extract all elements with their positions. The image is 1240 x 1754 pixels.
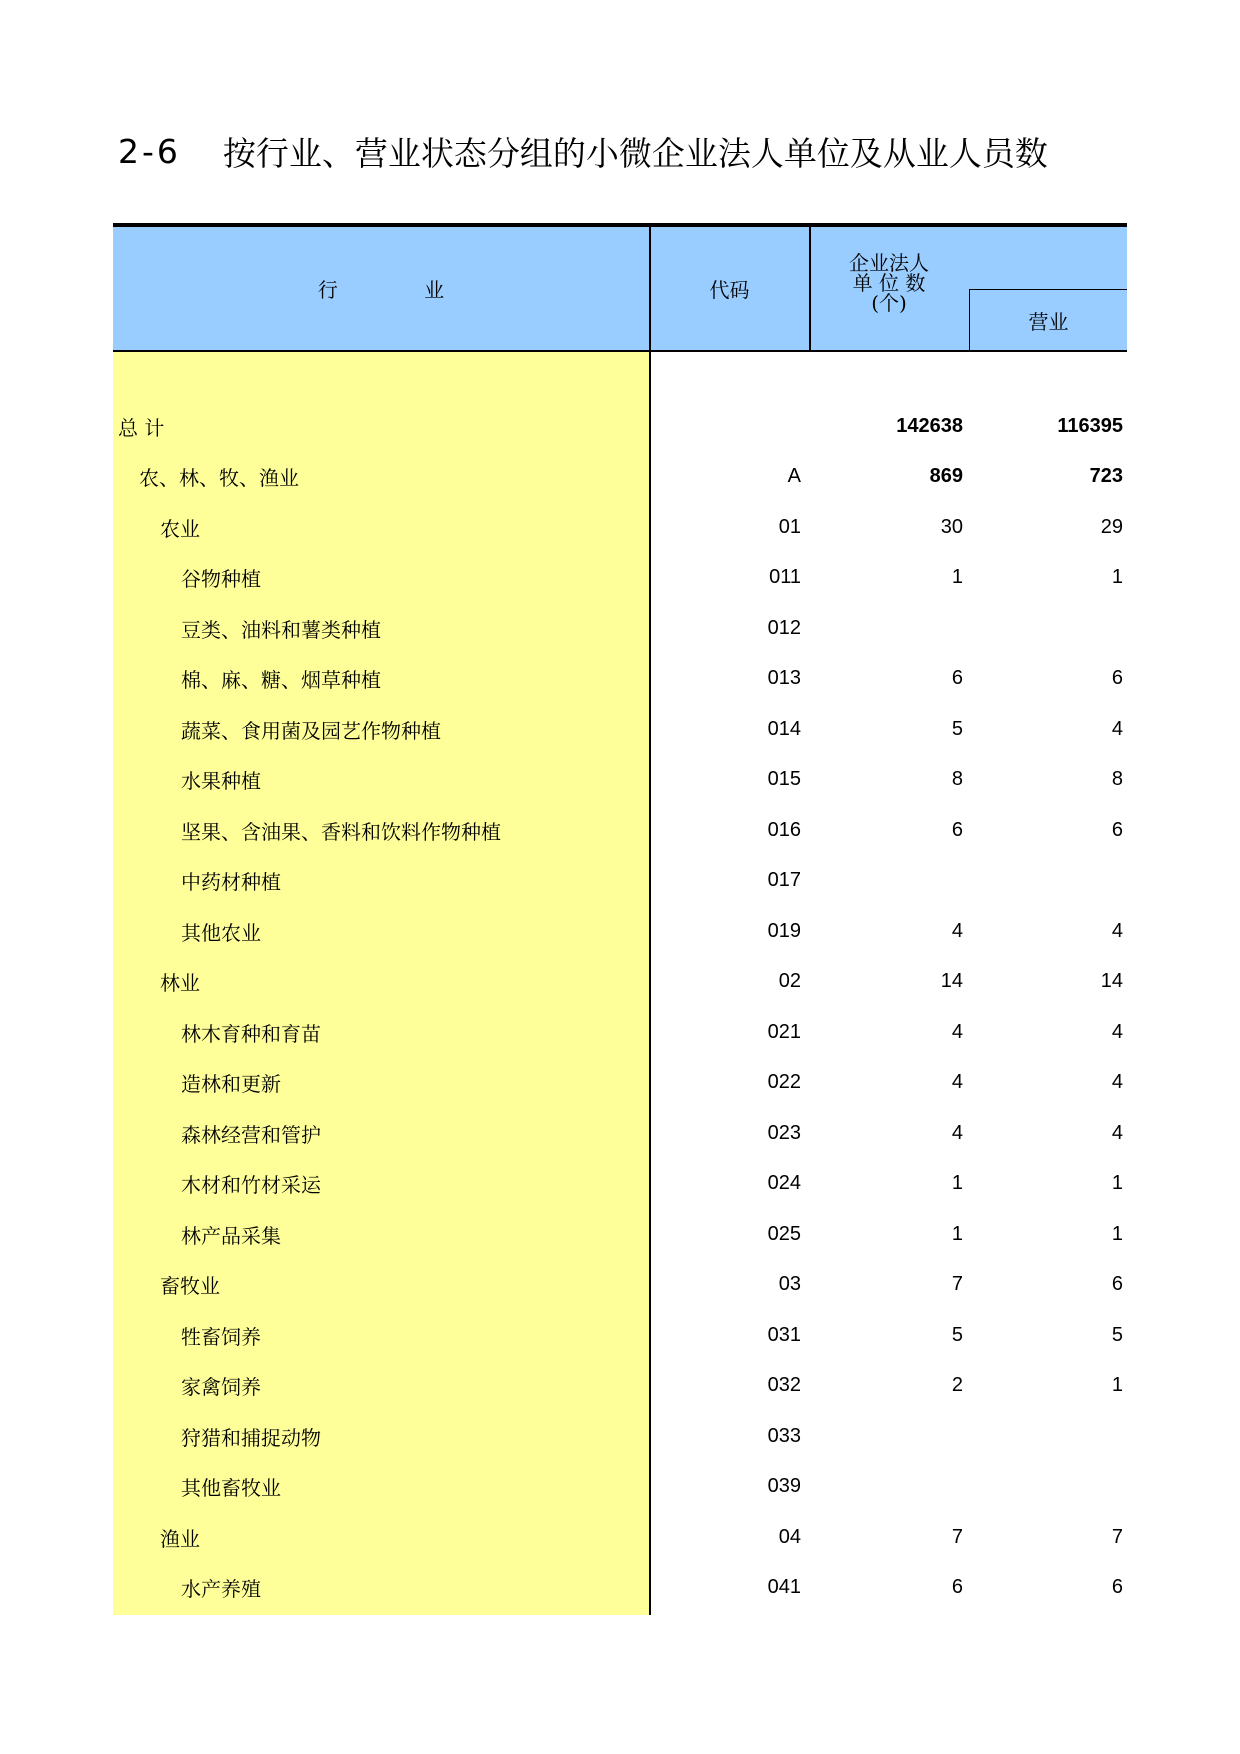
industry-code: 024 [767, 1172, 801, 1195]
unit-count: 7 [951, 1273, 963, 1296]
industry-code: 02 [778, 970, 801, 993]
industry-code: A [787, 465, 801, 488]
industry-name: 水产养殖 [181, 1577, 261, 1602]
header-operating: 营业 [969, 289, 1127, 350]
unit-count [813, 1462, 963, 1513]
header-units-line3: (个) [871, 291, 907, 315]
industry-name: 畜牧业 [160, 1274, 220, 1299]
table-row [113, 1260, 1127, 1311]
table-number: 2-6 [118, 131, 181, 171]
industry-code: 015 [767, 768, 801, 791]
industry-code: 016 [767, 818, 801, 841]
industry-name: 农、林、牧、渔业 [139, 466, 299, 491]
unit-count [813, 1411, 963, 1462]
industry-name: 牲畜饲养 [181, 1324, 261, 1349]
industry-code: 041 [767, 1576, 801, 1599]
unit-count: 869 [929, 465, 963, 488]
operating-count: 14 [1100, 970, 1123, 993]
operating-count: 8 [1111, 768, 1123, 791]
unit-count: 142638 [896, 414, 963, 437]
table-row [113, 1462, 1127, 1513]
industry-code: 012 [767, 616, 801, 639]
operating-count: 4 [1111, 1020, 1123, 1043]
operating-count: 1 [1111, 566, 1123, 589]
table-row [113, 553, 1127, 604]
table-row [113, 1411, 1127, 1462]
industry-code: 022 [767, 1071, 801, 1094]
operating-count: 5 [1111, 1323, 1123, 1346]
operating-count: 116395 [1057, 414, 1123, 437]
industry-code: 017 [767, 869, 801, 892]
industry-name: 林木育种和育苗 [181, 1021, 321, 1046]
statistics-table [113, 223, 1127, 1615]
unit-count: 4 [951, 1071, 963, 1094]
table-row [113, 654, 1127, 705]
unit-count [813, 603, 963, 654]
table-body [113, 401, 1127, 1613]
table-row [113, 704, 1127, 755]
unit-count: 30 [940, 515, 963, 538]
industry-code: 039 [767, 1475, 801, 1498]
industry-code: 023 [767, 1121, 801, 1144]
industry-name: 木材和竹材采运 [181, 1173, 321, 1198]
operating-count: 4 [1111, 1121, 1123, 1144]
table-row [113, 1209, 1127, 1260]
industry-code: 021 [767, 1020, 801, 1043]
operating-count: 723 [1089, 465, 1123, 488]
table-row [113, 856, 1127, 907]
industry-code: 025 [767, 1222, 801, 1245]
table-row [113, 957, 1127, 1008]
table-row [113, 1563, 1127, 1614]
table-row [113, 1512, 1127, 1563]
table-row [113, 603, 1127, 654]
operating-count: 1 [1111, 1374, 1123, 1397]
table-row [113, 755, 1127, 806]
operating-count [971, 603, 1123, 654]
table-row [113, 1108, 1127, 1159]
header-units-line2: 单 位 数 [852, 271, 926, 295]
industry-code: 01 [778, 515, 801, 538]
unit-count: 7 [951, 1525, 963, 1548]
unit-count: 1 [951, 566, 963, 589]
unit-count: 6 [951, 667, 963, 690]
industry-code: 011 [769, 566, 801, 589]
unit-count: 6 [951, 1576, 963, 1599]
industry-name: 谷物种植 [181, 567, 261, 592]
operating-count [971, 1411, 1123, 1462]
table-row [113, 401, 1127, 452]
unit-count: 6 [951, 818, 963, 841]
unit-count: 5 [951, 717, 963, 740]
header-code: 代码 [709, 278, 750, 302]
operating-count: 4 [1111, 919, 1123, 942]
operating-count: 4 [1111, 1071, 1123, 1094]
industry-code: 019 [767, 919, 801, 942]
page-title [118, 126, 1048, 176]
industry-name: 水果种植 [181, 769, 261, 794]
operating-count: 6 [1111, 1273, 1123, 1296]
industry-code: 032 [767, 1374, 801, 1397]
unit-count: 4 [951, 1121, 963, 1144]
operating-count: 1 [1111, 1222, 1123, 1245]
industry-code: 031 [767, 1323, 801, 1346]
operating-count: 6 [1111, 818, 1123, 841]
table-row [113, 502, 1127, 553]
table-row [113, 1058, 1127, 1109]
unit-count [813, 856, 963, 907]
table-row [113, 805, 1127, 856]
header-units [810, 253, 968, 313]
industry-name: 造林和更新 [181, 1072, 281, 1097]
unit-count: 14 [940, 970, 963, 993]
industry-name: 蔬菜、食用菌及园艺作物种植 [181, 718, 441, 743]
industry-name: 家禽饲养 [181, 1375, 261, 1400]
unit-count: 2 [951, 1374, 963, 1397]
operating-count: 7 [1111, 1525, 1123, 1548]
operating-count: 29 [1100, 515, 1123, 538]
table-row [113, 452, 1127, 503]
industry-name: 棉、麻、糖、烟草种植 [181, 668, 381, 693]
table-row [113, 1361, 1127, 1412]
operating-count [971, 1462, 1123, 1513]
industry-name: 农业 [160, 516, 200, 541]
operating-count: 1 [1111, 1172, 1123, 1195]
unit-count: 5 [951, 1323, 963, 1346]
industry-name: 豆类、油料和薯类种植 [181, 617, 381, 642]
industry-name: 森林经营和管护 [181, 1122, 321, 1147]
industry-code: 013 [767, 667, 801, 690]
table-title: 按行业、营业状态分组的小微企业法人单位及从业人员数 [222, 133, 1048, 173]
table-row [113, 1310, 1127, 1361]
operating-count: 6 [1111, 667, 1123, 690]
industry-code [653, 401, 801, 452]
industry-name: 中药材种植 [181, 870, 281, 895]
industry-name: 林业 [160, 971, 200, 996]
unit-count: 1 [951, 1172, 963, 1195]
header-divider-1 [649, 227, 651, 350]
unit-count: 1 [951, 1222, 963, 1245]
unit-count: 4 [951, 1020, 963, 1043]
industry-name: 其他农业 [181, 920, 261, 945]
operating-count: 6 [1111, 1576, 1123, 1599]
unit-count: 8 [951, 768, 963, 791]
industry-code: 033 [767, 1424, 801, 1447]
operating-count [971, 856, 1123, 907]
header-divider-2 [809, 227, 811, 350]
industry-code: 014 [767, 717, 801, 740]
header-industry: 行 业 [317, 278, 485, 302]
industry-code: 03 [778, 1273, 801, 1296]
industry-name: 林产品采集 [181, 1223, 281, 1248]
industry-name: 渔业 [160, 1526, 200, 1551]
industry-name: 总 计 [118, 415, 165, 440]
industry-code: 04 [778, 1525, 801, 1548]
industry-name: 其他畜牧业 [181, 1476, 281, 1501]
table-row [113, 1007, 1127, 1058]
unit-count: 4 [951, 919, 963, 942]
industry-name: 狩猎和捕捉动物 [181, 1425, 321, 1450]
table-row [113, 906, 1127, 957]
header-units-line1: 企业法人 [849, 251, 929, 275]
operating-count: 4 [1111, 717, 1123, 740]
industry-name: 坚果、含油果、香料和饮料作物种植 [181, 819, 501, 844]
table-row [113, 1159, 1127, 1210]
